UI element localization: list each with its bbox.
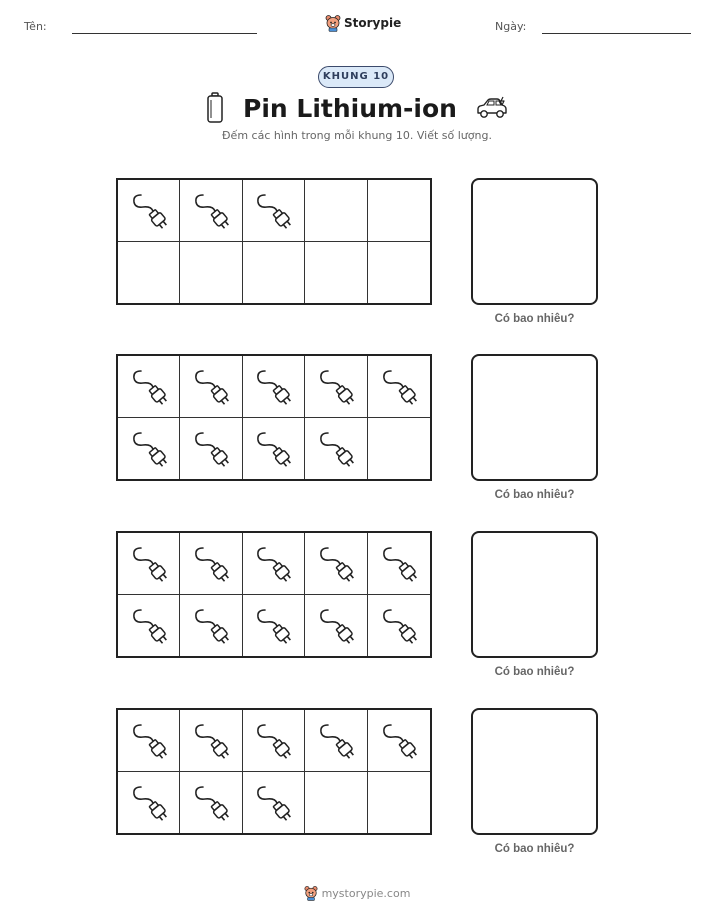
frame-cell (118, 710, 180, 772)
answer-label-1: Có bao nhiêu? (494, 313, 575, 325)
plug-icon (253, 189, 293, 231)
plug-icon (253, 604, 293, 646)
plug-icon (316, 365, 356, 407)
frame-cell (305, 418, 367, 480)
answer-box-1[interactable] (471, 178, 598, 305)
plug-icon (379, 604, 419, 646)
frame-cell (305, 242, 367, 304)
brand-logo (325, 13, 401, 33)
frame-cell (180, 533, 242, 595)
plug-icon (191, 427, 231, 469)
plug-icon (379, 365, 419, 407)
frame-cell (118, 595, 180, 657)
date-line[interactable] (542, 33, 691, 34)
frame-cell (243, 533, 305, 595)
ten-frame-4 (116, 708, 432, 835)
frame-cell (368, 595, 430, 657)
frame-cell (305, 772, 367, 834)
plug-icon (129, 781, 169, 823)
frame-cell (180, 242, 242, 304)
date-label: Ngày: (495, 20, 527, 33)
frame-cell (118, 533, 180, 595)
ten-frame-3 (116, 531, 432, 658)
frame-cell (243, 356, 305, 418)
frame-cell (368, 418, 430, 480)
plug-icon (253, 719, 293, 761)
ten-frame-1 (116, 178, 432, 305)
frame-cell (243, 595, 305, 657)
plug-icon (129, 604, 169, 646)
plug-icon (379, 542, 419, 584)
answer-box-4[interactable] (471, 708, 598, 835)
frame-cell (118, 772, 180, 834)
footer (0, 885, 714, 901)
frame-cell (305, 356, 367, 418)
electric-car-icon (475, 95, 509, 121)
frame-cell (118, 180, 180, 242)
title-row (0, 90, 714, 126)
plug-icon (191, 365, 231, 407)
plug-icon (129, 189, 169, 231)
plug-icon (316, 719, 356, 761)
plug-icon (316, 427, 356, 469)
frame-cell (243, 772, 305, 834)
frame-cell (368, 242, 430, 304)
plug-icon (191, 719, 231, 761)
frame-cell (118, 418, 180, 480)
plug-icon (129, 427, 169, 469)
frame-cell (180, 180, 242, 242)
frame-cell (368, 533, 430, 595)
plug-icon (191, 189, 231, 231)
frame-cell (368, 356, 430, 418)
answer-label-2: Có bao nhiêu? (494, 489, 575, 501)
frame-cell (180, 710, 242, 772)
plug-icon (316, 604, 356, 646)
frame-cell (305, 595, 367, 657)
frame-cell (243, 418, 305, 480)
plug-icon (253, 781, 293, 823)
answer-box-3[interactable] (471, 531, 598, 658)
plug-icon (253, 365, 293, 407)
name-label: Tên: (24, 20, 47, 33)
frame-cell (180, 418, 242, 480)
answer-label-4: Có bao nhiêu? (494, 843, 575, 855)
instructions: Đếm các hình trong mỗi khung 10. Viết số lượng. (222, 129, 492, 142)
plug-icon (316, 542, 356, 584)
plug-icon (379, 719, 419, 761)
footer-url: mystorypie.com (321, 886, 411, 900)
frame-cell (368, 180, 430, 242)
plug-icon (191, 781, 231, 823)
ten-frame-2 (116, 354, 432, 481)
frame-cell (368, 710, 430, 772)
answer-label-3: Có bao nhiêu? (494, 666, 575, 678)
bear-mascot-icon (304, 885, 318, 901)
bear-mascot-icon (325, 14, 341, 32)
plug-icon (253, 427, 293, 469)
frame-cell (305, 533, 367, 595)
frame-cell (118, 242, 180, 304)
plug-icon (129, 542, 169, 584)
plug-icon (191, 604, 231, 646)
frame-cell (243, 242, 305, 304)
frame-cell (305, 710, 367, 772)
plug-icon (129, 365, 169, 407)
frame-type-badge: KHUNG 10 (318, 66, 394, 88)
frame-cell (180, 772, 242, 834)
battery-icon (205, 92, 225, 124)
frame-cell (243, 180, 305, 242)
frame-cell (305, 180, 367, 242)
frame-cell (243, 710, 305, 772)
page-title: Pin Lithium-ion (243, 93, 457, 123)
brand-name: Storypie (344, 16, 402, 30)
plug-icon (191, 542, 231, 584)
name-line[interactable] (72, 33, 257, 34)
frame-cell (180, 356, 242, 418)
answer-box-2[interactable] (471, 354, 598, 481)
plug-icon (253, 542, 293, 584)
plug-icon (129, 719, 169, 761)
frame-cell (118, 356, 180, 418)
frame-cell (180, 595, 242, 657)
frame-cell (368, 772, 430, 834)
